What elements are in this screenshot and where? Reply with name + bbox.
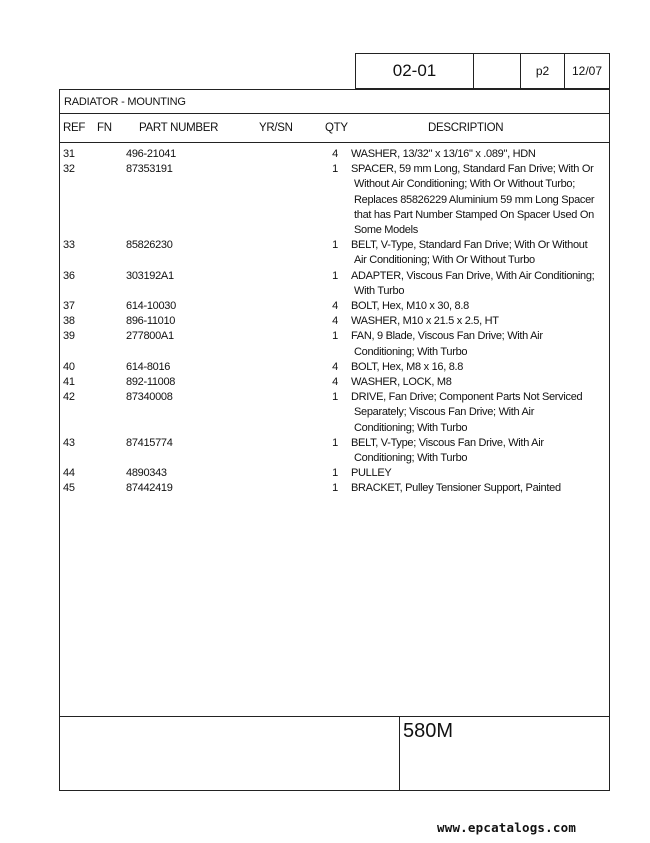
col-yr-sn: YR/SN — [259, 122, 293, 134]
description-line: SPACER, 59 mm Long, Standard Fan Drive; With Or — [351, 163, 594, 176]
ref-cell: 33 — [63, 239, 75, 252]
ref-cell: 44 — [63, 467, 75, 480]
description-line: that has Part Number Stamped On Spacer Used On — [354, 208, 594, 221]
description-cell — [351, 269, 606, 299]
qty-cell: 1 — [332, 239, 338, 252]
description-cell — [351, 299, 606, 314]
qty-cell: 1 — [332, 269, 338, 282]
description-cell — [351, 147, 606, 162]
qty-cell: 4 — [332, 376, 338, 389]
part-number-cell: 87353191 — [126, 163, 173, 176]
table-row — [60, 329, 609, 359]
qty-cell: 4 — [332, 315, 338, 328]
revision-date: 12/07 — [571, 64, 603, 78]
table-row — [60, 466, 609, 481]
qty-cell: 1 — [332, 163, 338, 176]
col-qty: QTY — [325, 122, 348, 134]
part-number-cell: 892-11008 — [126, 376, 176, 389]
part-number-cell: 4890343 — [126, 467, 167, 480]
table-row — [60, 375, 609, 390]
header-box — [355, 53, 610, 89]
description-cell — [351, 390, 606, 436]
description-cell — [351, 375, 606, 390]
description-line: FAN, 9 Blade, Viscous Fan Drive; With Air — [351, 330, 543, 343]
part-number-cell: 87340008 — [126, 391, 173, 404]
column-headers — [60, 114, 609, 143]
description-line: WASHER, LOCK, M8 — [351, 376, 452, 389]
website-link[interactable]: www.epcatalogs.com — [437, 820, 577, 835]
description-line: BELT, V-Type, Standard Fan Drive; With Or Without — [351, 239, 588, 252]
table-row — [60, 269, 609, 299]
description-line: Without Air Conditioning; With Or Without Turbo; — [354, 178, 575, 191]
ref-cell: 40 — [63, 360, 75, 373]
description-cell — [351, 481, 606, 496]
footer-box — [60, 716, 609, 790]
col-ref: REF — [63, 122, 86, 134]
ref-cell: 43 — [63, 436, 75, 449]
table-row — [60, 299, 609, 314]
qty-cell: 4 — [332, 148, 338, 160]
ref-cell: 36 — [63, 269, 75, 282]
header-blank-cell — [474, 54, 521, 88]
ref-cell: 37 — [63, 300, 75, 313]
description-line: BOLT, Hex, M8 x 16, 8.8 — [351, 360, 464, 373]
description-line: WASHER, 13/32" x 13/16" x .089", HDN — [351, 148, 536, 160]
part-number-cell: 896-11010 — [126, 315, 176, 328]
part-number-cell: 496-21041 — [126, 148, 176, 160]
description-line: BOLT, Hex, M10 x 30, 8.8 — [351, 300, 469, 313]
table-row — [60, 360, 609, 375]
description-cell — [351, 466, 606, 481]
part-number-cell: 614-10030 — [126, 300, 176, 313]
model-box — [399, 717, 611, 790]
description-line: ADAPTER, Viscous Fan Drive, With Air Conditioning; — [351, 269, 595, 282]
col-fn: FN — [97, 122, 112, 134]
description-line: BRACKET, Pulley Tensioner Support, Painted — [351, 482, 561, 495]
section-number: 02-01 — [356, 54, 474, 88]
qty-cell: 4 — [332, 360, 338, 373]
col-description: DESCRIPTION — [428, 122, 504, 134]
page-number: p2 — [521, 54, 565, 88]
part-number-cell: 85826230 — [126, 239, 173, 252]
description-line: WASHER, M10 x 21.5 x 2.5, HT — [351, 315, 499, 328]
ref-cell: 41 — [63, 376, 75, 389]
description-line: BELT, V-Type; Viscous Fan Drive, With Air — [351, 436, 544, 449]
parts-list — [60, 147, 609, 497]
description-cell — [351, 238, 606, 268]
ref-cell: 45 — [63, 482, 75, 495]
table-row — [60, 390, 609, 436]
part-number-cell: 277800A1 — [126, 330, 174, 343]
description-line: Separately; Viscous Fan Drive; With Air — [354, 406, 535, 419]
description-line: Conditioning; With Turbo — [354, 421, 468, 434]
table-row — [60, 147, 609, 162]
description-line: Replaces 85826229 Aluminium 59 mm Long Spacer — [354, 193, 595, 206]
part-number-cell: 303192A1 — [126, 269, 174, 282]
description-line: Conditioning; With Turbo — [354, 452, 468, 465]
table-row — [60, 436, 609, 466]
ref-cell: 38 — [63, 315, 75, 328]
table-row — [60, 162, 609, 238]
description-cell — [351, 162, 606, 238]
ref-cell: 31 — [63, 148, 75, 160]
description-line: Air Conditioning; With Or Without Turbo — [354, 254, 535, 267]
ref-cell: 42 — [63, 391, 75, 404]
col-part-number: PART NUMBER — [139, 122, 219, 134]
qty-cell: 1 — [332, 467, 338, 480]
description-cell — [351, 329, 606, 359]
parts-table — [59, 89, 610, 791]
description-line: PULLEY — [351, 467, 392, 480]
qty-cell: 1 — [332, 482, 338, 495]
description-cell — [351, 314, 606, 329]
qty-cell: 1 — [332, 436, 338, 449]
part-number-cell: 87415774 — [126, 436, 173, 449]
description-line: With Turbo — [354, 284, 405, 297]
part-number-cell: 87442419 — [126, 482, 173, 495]
ref-cell: 39 — [63, 330, 75, 343]
qty-cell: 4 — [332, 300, 338, 313]
description-line: Some Models — [354, 224, 418, 237]
description-line: Conditioning; With Turbo — [354, 345, 468, 358]
page-title: RADIATOR - MOUNTING — [60, 90, 609, 114]
table-row — [60, 481, 609, 496]
description-cell — [351, 436, 606, 466]
qty-cell: 1 — [332, 391, 338, 404]
table-row — [60, 238, 609, 268]
model-number: 580M — [403, 720, 454, 742]
qty-cell: 1 — [332, 330, 338, 343]
description-line: DRIVE, Fan Drive; Component Parts Not Serviced — [351, 391, 583, 404]
description-cell — [351, 360, 606, 375]
table-row — [60, 314, 609, 329]
ref-cell: 32 — [63, 163, 75, 176]
part-number-cell: 614-8016 — [126, 360, 171, 373]
